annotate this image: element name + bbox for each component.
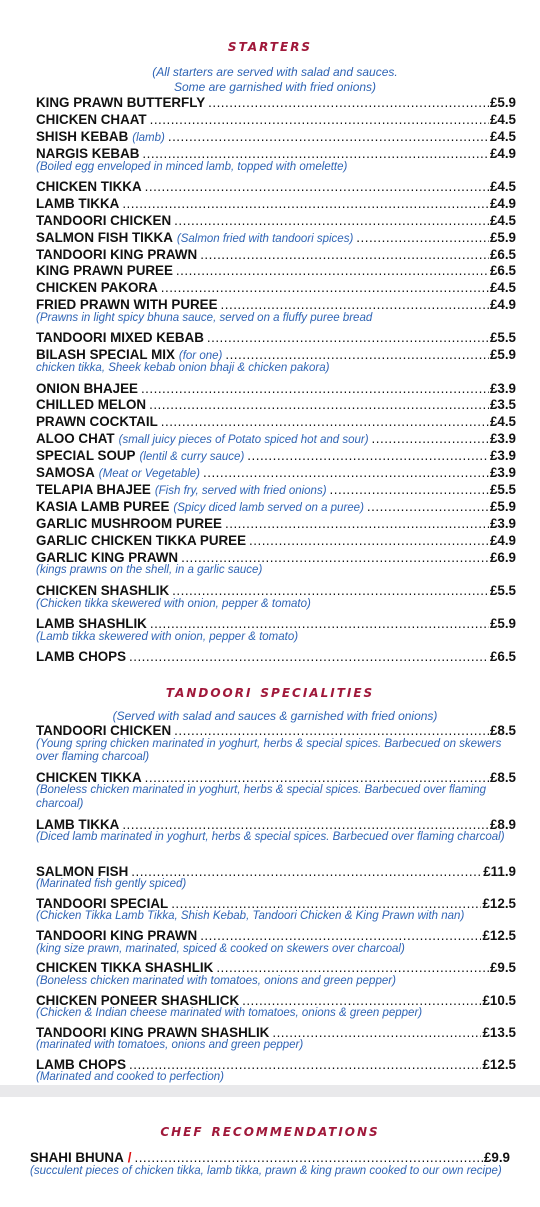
item-name: CHICKEN TIKKA SHASHLIK [36,960,214,976]
item-name: KING PRAWN PUREE [36,263,173,279]
item-price: £8.9 [489,816,516,832]
item-name: CHICKEN PAKORA [36,280,158,296]
menu-item-row [36,279,516,296]
item-name: CHICKEN PONEER SHASHLICK [36,992,240,1008]
menu-item-row [36,178,516,195]
item-price: £4.5 [489,212,516,228]
item-description: (Young spring chicken marinated in yoghurt, herbs & special spices. Barbecued on skewers over flaming charcoal) [36,737,502,763]
dot-leader [330,481,489,498]
dot-leader [161,279,489,296]
menu-item-row [36,481,516,498]
menu-item-row [36,769,516,786]
item-description: (Marinated and cooked to perfection) [36,1071,224,1084]
item-price: £13.5 [482,1024,516,1040]
menu-item-row [36,895,516,912]
tandoori-note: (Served with salad and sauces & garnished with fried onions) [112,709,438,723]
item-description: (Boneless chicken marinated in yoghurt, herbs & special spices. Barbecued over flaming charcoal) [36,784,487,810]
item-price: £5.9 [489,615,516,631]
menu-item-row [36,515,516,532]
item-price: £12.5 [482,1056,516,1072]
item-price: £5.5 [489,582,516,598]
item-name: KASIA LAMB PUREE [36,498,170,514]
item-price: £8.5 [489,723,516,738]
item-price: £4.5 [489,414,516,430]
dot-leader [145,769,489,786]
item-name: TANDOORI MIXED KEBAB [36,330,204,346]
dot-leader [129,1056,481,1073]
menu-item-row [36,1024,516,1041]
dot-leader [149,396,489,413]
menu-item-row [36,296,516,313]
starters-note-1: (All starters are served with salad and sauces. [152,65,398,79]
item-inline-desc: (small juicy pieces of Potato spiced hot and sour) [118,434,369,447]
item-name: CHICKEN CHAAT [36,111,147,127]
item-name: BILASH SPECIAL MIX [36,347,175,363]
dot-leader [172,582,489,599]
item-price: £4.9 [489,195,516,211]
menu-item-row [36,396,516,413]
menu-item-row [36,380,516,397]
dot-leader [174,212,489,229]
item-inline-desc: (Salmon fried with tandoori spices) [176,232,354,245]
item-price: £10.5 [482,992,516,1008]
dot-leader [221,296,489,313]
item-price: £3.9 [489,431,516,447]
item-name: NARGIS KEBAB [36,145,140,161]
item-inline-desc: (lamb) [132,131,165,144]
item-name: TANDOORI CHICKEN [36,723,172,738]
menu-item-row [36,498,516,515]
dot-leader [247,447,489,464]
item-name: TANDOORI KING PRAWN SHASHLIK [36,1024,270,1040]
chef-title: chef recommendations [160,1121,380,1141]
item-name: PRAWN COCKTAIL [36,414,158,430]
item-name: LAMB CHOPS [36,649,127,665]
menu-item-row [36,549,516,566]
item-price: £6.5 [489,649,516,665]
item-description: (Prawns in light spicy bhuna sauce, served on a fluffy puree bread [36,312,373,325]
menu-item-row [36,464,516,481]
item-name: SAMOSA [36,465,95,480]
item-name: GARLIC CHICKEN TIKKA PUREE [36,532,247,548]
dot-leader [225,346,489,363]
item-name: CHILLED MELON [36,397,147,413]
item-name: SHISH KEBAB [36,128,129,144]
menu-item-row [36,447,516,464]
dot-leader [176,262,489,279]
item-description: (Boneless chicken marinated with tomatoes, onions and green pepper) [36,974,396,987]
item-price: £4.9 [489,145,516,161]
menu-page-2 [0,1097,540,1207]
item-name: GARLIC MUSHROOM PUREE [36,515,222,531]
chili-icon: / [127,1150,132,1165]
item-name: LAMB SHASHLIK [36,615,147,631]
item-name: CHICKEN TIKKA [36,769,142,785]
item-name: FRIED PRAWN WITH PUREE [36,297,218,313]
item-name: TANDOORI KING PRAWN [36,246,198,262]
menu-item-row [36,816,516,833]
item-description: (Boiled egg enveloped in minced lamb, topped with omelette) [36,160,348,173]
dot-leader [161,413,489,430]
dot-leader [122,195,489,212]
item-price: £4.5 [489,178,516,194]
menu-item-row [36,863,516,880]
item-price: £12.5 [482,895,516,911]
item-price: £3.9 [489,515,516,531]
dot-leader [207,329,489,346]
dot-leader [242,992,481,1009]
item-price: £12.5 [482,928,516,944]
item-price: £3.9 [489,380,516,396]
item-description: (succulent pieces of chicken tikka, lamb tikka, prawn & king prawn cooked to our own recipe) [30,1165,502,1177]
item-price: £6.9 [489,549,516,565]
menu-item-row [36,229,516,246]
menu-item-row [36,648,516,665]
item-inline-desc: (Fish fry, served with fried onions) [154,484,327,497]
item-name: SHAHI BHUNA [30,1150,124,1165]
menu-item-row [36,532,516,549]
dot-leader [122,816,489,833]
menu-item-row [36,582,516,599]
dot-leader [367,498,489,515]
item-name: TANDOORI KING PRAWN [36,928,198,944]
starters-note-2: Some are garnished with fried onions) [173,80,377,94]
item-name: GARLIC KING PRAWN [36,549,179,565]
menu-item-row [36,346,516,363]
item-price: £5.5 [489,330,516,346]
item-description: (kings prawns on the shell, in a garlic sauce) [36,564,263,577]
dot-leader [181,549,489,566]
menu-item-row [36,111,516,128]
menu-item-row [36,329,516,346]
item-name: CHICKEN SHASHLIK [36,582,170,598]
item-price: £5.9 [489,498,516,514]
dot-leader [200,927,481,944]
item-name: TANDOORI SPECIAL [36,895,169,911]
item-price: £5.9 [489,95,516,110]
menu-item-row [36,959,516,976]
menu-item-row [36,94,516,111]
item-description: (marinated with tomatoes, onions and green pepper) [36,1039,304,1052]
item-price: £11.9 [483,863,516,879]
dot-leader [134,1149,482,1166]
menu-item-row [36,413,516,430]
dot-leader [200,246,489,263]
item-price: £4.5 [489,111,516,127]
item-description: (Chicken tikka skewered with onion, pepper & tomato) [36,597,311,610]
item-price: £5.9 [489,229,516,245]
dot-leader [225,515,489,532]
item-description: (Diced lamb marinated in yoghurt, herbs & special spices. Barbecued over flaming charcoal) [36,831,505,844]
item-price: £8.5 [489,769,516,785]
item-name: SALMON FISH [36,863,129,879]
menu-item-row [36,262,516,279]
item-description: (Lamb tikka skewered with onion, pepper & tomato) [36,630,299,643]
item-name: ONION BHAJEE [36,380,138,396]
dot-leader [372,430,489,447]
menu-item-row [36,992,516,1009]
menu-item-row [36,212,516,229]
dot-leader [150,615,489,632]
item-name: LAMB TIKKA [36,816,120,832]
item-price: £6.5 [489,263,516,279]
item-name: CHICKEN TIKKA [36,178,142,194]
item-price: £4.9 [489,297,516,313]
item-price: £3.9 [489,448,516,464]
dot-leader [203,464,489,481]
item-name: LAMB TIKKA [36,195,120,211]
dot-leader [272,1024,481,1041]
menu-item-row [36,246,516,263]
item-price: £3.9 [489,465,516,480]
item-inline-desc: (Meat or Vegetable) [98,468,200,480]
item-name: SPECIAL SOUP [36,448,136,464]
item-inline-desc: (lentil & curry sauce) [139,451,245,464]
item-price: £3.5 [489,397,516,413]
tandoori-title: tandoori specialities [165,682,375,702]
dot-leader [150,111,489,128]
dot-leader [174,722,489,739]
item-price: £6.5 [489,246,516,262]
dot-leader [145,178,489,195]
item-name: TANDOORI CHICKEN [36,212,172,228]
item-description: (Chicken Tikka Lamb Tikka, Shish Kebab, Tandoori Chicken & King Prawn with nan) [36,910,465,923]
item-price: £9.9 [483,1150,510,1165]
dot-leader [356,229,489,246]
menu-item-row [36,145,516,162]
dot-leader [129,648,489,665]
starters-title: starters [227,36,313,56]
item-name: ALOO CHAT [36,431,115,447]
item-inline-desc: (Spicy diced lamb served on a puree) [173,501,364,514]
menu-item-row [30,1149,510,1166]
item-description: (Chicken & Indian cheese marinated with tomatoes, onions & green pepper) [36,1007,423,1019]
item-name: SALMON FISH TIKKA [36,229,173,245]
item-name: LAMB CHOPS [36,1056,127,1072]
item-price: £9.5 [489,960,516,976]
item-name: KING PRAWN BUTTERFLY [36,95,206,110]
item-name: TELAPIA BHAJEE [36,481,151,497]
item-description: (Marinated fish gently spiced) [36,878,187,891]
item-price: £4.9 [489,532,516,548]
menu-item-row [36,722,516,739]
item-price: £4.5 [489,280,516,296]
dot-leader [141,380,489,397]
dot-leader [216,959,489,976]
menu-item-row [36,128,516,145]
dot-leader [131,863,482,880]
item-price: £5.5 [489,481,516,497]
dot-leader [171,895,481,912]
item-description: chicken tikka, Sheek kebab onion bhaji & chicken pakora) [36,362,330,375]
dot-leader [168,128,489,145]
item-description: (king size prawn, marinated, spiced & cooked on skewers over charcoal) [36,942,405,955]
item-price: £5.9 [489,347,516,363]
dot-leader [142,145,489,162]
menu-item-row [36,195,516,212]
dot-leader [208,94,489,111]
menu-item-row [36,430,516,447]
menu-item-row [36,927,516,944]
item-inline-desc: (for one) [178,350,223,363]
item-price: £4.5 [489,128,516,144]
menu-item-row [36,1056,516,1073]
dot-leader [249,532,489,549]
menu-item-row [36,615,516,632]
